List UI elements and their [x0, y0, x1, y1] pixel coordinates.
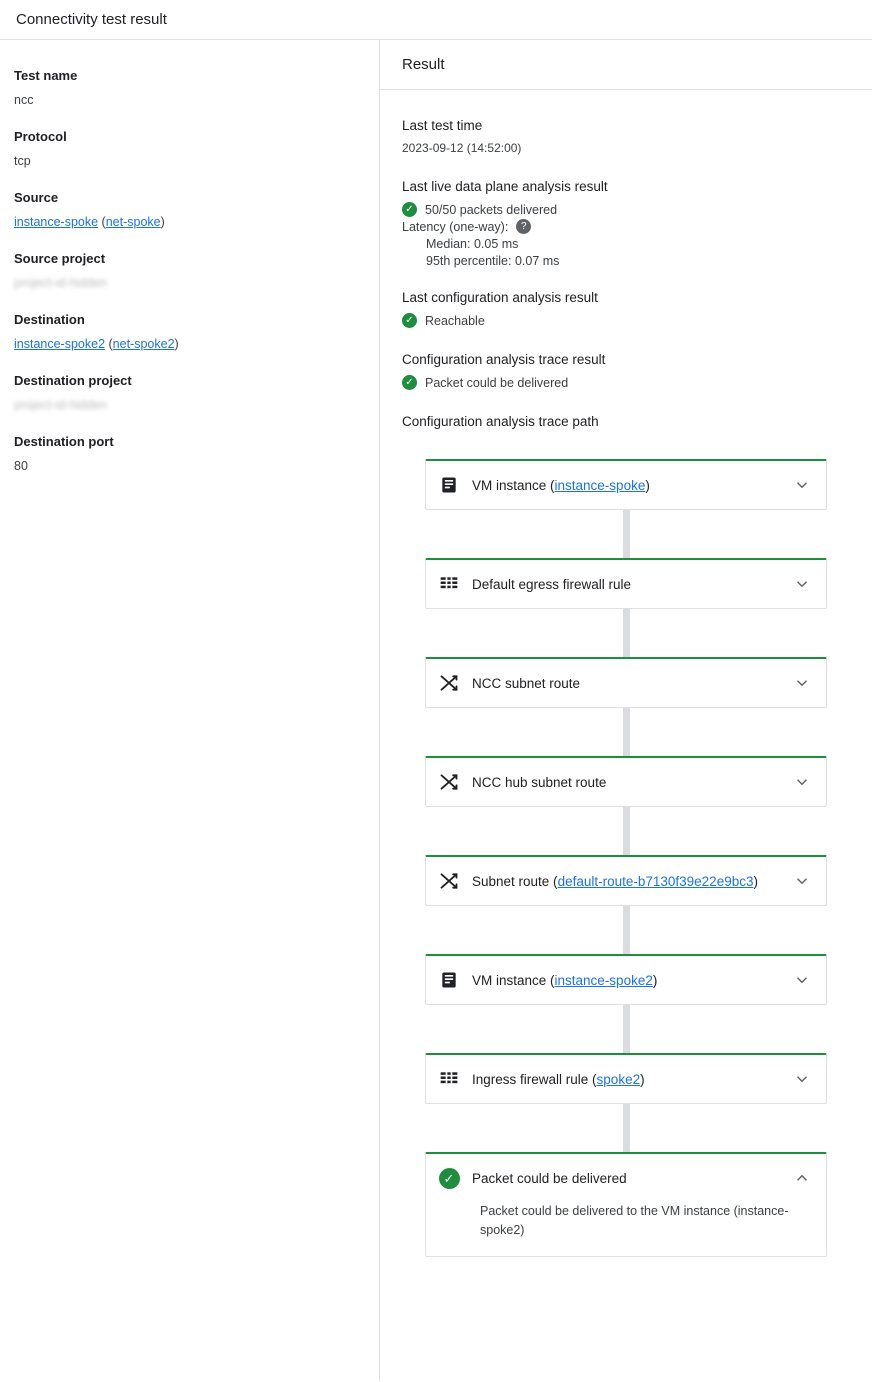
- last-test-time-value: 2023-09-12 (14:52:00): [402, 141, 522, 155]
- trace-node-header[interactable]: [426, 956, 826, 1004]
- trace-node-resource-link[interactable]: instance-spoke: [554, 477, 646, 493]
- trace-node-label: [472, 478, 792, 493]
- redacted-project-id: project-id-hidden: [14, 276, 108, 290]
- last-test-time-label: Last test time: [402, 118, 483, 133]
- trace-node-label-text: Subnet route (: [472, 873, 558, 889]
- latency-median: Median: 0.05 ms: [426, 237, 519, 251]
- detail-field-value: 80: [14, 459, 28, 473]
- trace-node[interactable]: [425, 459, 827, 510]
- config-analysis-label: Last configuration analysis result: [402, 290, 598, 305]
- chevron-down-icon[interactable]: [792, 673, 812, 693]
- trace-node-label-text: VM instance (: [472, 972, 555, 988]
- trace-node-header[interactable]: [426, 659, 826, 707]
- detail-field-value: ncc: [14, 93, 34, 107]
- success-check-icon: ✓: [402, 313, 417, 328]
- detail-field-label: Source: [14, 190, 59, 205]
- trace-result-row: [402, 375, 850, 390]
- trace-node-header[interactable]: [426, 560, 826, 608]
- chevron-down-icon[interactable]: [792, 574, 812, 594]
- trace-node-header[interactable]: [426, 461, 826, 509]
- trace-node[interactable]: [425, 558, 827, 609]
- page-title: Connectivity test result: [0, 0, 872, 40]
- detail-field-value: [14, 276, 365, 290]
- trace-node-label-text: VM instance (: [472, 477, 555, 493]
- trace-node-label-text: Default egress firewall rule: [472, 576, 632, 592]
- trace-path-label: Configuration analysis trace path: [402, 414, 599, 429]
- redacted-project-id: project-id-hidden: [14, 398, 108, 412]
- trace-node-label: [472, 1171, 792, 1186]
- detail-field-value: instance-spoke (net-spoke): [14, 215, 165, 229]
- trace-connector: [623, 807, 630, 855]
- spacer: [402, 392, 850, 414]
- trace-node-label-suffix: ): [645, 477, 650, 493]
- trace-node-header[interactable]: [426, 1154, 826, 1202]
- success-check-icon: ✓: [402, 202, 417, 217]
- detail-field-label: Destination project: [14, 373, 132, 388]
- spacer: [402, 268, 850, 290]
- trace-connector: [623, 906, 630, 954]
- trace-node-detail: Packet could be delivered to the VM instance (instance-spoke2): [480, 1204, 789, 1237]
- trace-node-label: [472, 676, 792, 691]
- trace-node-header[interactable]: [426, 758, 826, 806]
- trace-node-label: [472, 874, 792, 889]
- success-check-icon: ✓: [438, 1167, 460, 1189]
- trace-node-label: [472, 1072, 792, 1087]
- detail-field-label: Destination: [14, 312, 85, 327]
- trace-connector: [623, 708, 630, 756]
- detail-field: [14, 373, 365, 412]
- spacer: [402, 330, 850, 352]
- latency-p95: 95th percentile: 0.07 ms: [426, 254, 560, 268]
- route-icon: [438, 771, 460, 793]
- config-analysis-value: Reachable: [425, 313, 485, 328]
- trace-node-resource-link[interactable]: instance-spoke2: [554, 972, 653, 988]
- detail-field: [14, 434, 365, 473]
- network-link[interactable]: net-spoke2: [112, 337, 175, 351]
- trace-connector: [623, 1104, 630, 1152]
- detail-field-value: instance-spoke2 (net-spoke2): [14, 337, 179, 351]
- latency-label: Latency (one-way):: [402, 219, 509, 234]
- trace-node-label: [472, 775, 792, 790]
- packets-delivered-row: [402, 202, 850, 217]
- detail-field: [14, 312, 365, 351]
- trace-node[interactable]: [425, 1053, 827, 1104]
- trace-node-header[interactable]: [426, 1055, 826, 1103]
- trace-connector: [623, 510, 630, 558]
- network-link[interactable]: net-spoke: [105, 215, 161, 229]
- chevron-down-icon[interactable]: [792, 871, 812, 891]
- detail-field-value: [14, 398, 365, 412]
- content-area: [0, 40, 872, 1381]
- trace-node-resource-link[interactable]: default-route-b7130f39e22e9bc3: [557, 873, 754, 889]
- detail-field-label: Source project: [14, 251, 106, 266]
- trace-node-label-text: Packet could be delivered: [472, 1170, 627, 1186]
- packets-delivered-text: 50/50 packets delivered: [425, 202, 558, 217]
- route-icon: [438, 672, 460, 694]
- result-header: Result: [380, 40, 872, 90]
- success-check-icon: ✓: [402, 375, 417, 390]
- trace-node-header[interactable]: [426, 857, 826, 905]
- trace-node[interactable]: [425, 855, 827, 906]
- vm-instance-icon: [438, 969, 460, 991]
- detail-field: [14, 190, 365, 229]
- detail-field-label: Protocol: [14, 129, 67, 144]
- latency-row: [402, 219, 850, 234]
- detail-field: [14, 129, 365, 168]
- live-data-plane-label: Last live data plane analysis result: [402, 179, 608, 194]
- trace-node-label-text: NCC subnet route: [472, 675, 581, 691]
- chevron-up-icon[interactable]: [792, 1168, 812, 1188]
- trace-node[interactable]: [425, 954, 827, 1005]
- trace-node-label: [472, 577, 792, 592]
- trace-node-label-text: NCC hub subnet route: [472, 774, 607, 790]
- trace-node-label-text: Ingress firewall rule (: [472, 1071, 597, 1087]
- chevron-down-icon[interactable]: [792, 970, 812, 990]
- chevron-down-icon[interactable]: [792, 1069, 812, 1089]
- detail-field-label: Test name: [14, 68, 78, 83]
- trace-node-label-suffix: ): [640, 1071, 645, 1087]
- detail-field: [14, 68, 365, 107]
- route-icon: [438, 870, 460, 892]
- firewall-rule-icon: [438, 1068, 460, 1090]
- trace-result-label: Configuration analysis trace result: [402, 352, 606, 367]
- detail-field-value: tcp: [14, 154, 31, 168]
- trace-connector: [623, 1005, 630, 1053]
- trace-node[interactable]: [425, 657, 827, 708]
- detail-field-label: Destination port: [14, 434, 114, 449]
- resource-link[interactable]: instance-spoke2: [14, 337, 106, 351]
- trace-node-resource-link[interactable]: spoke2: [596, 1071, 641, 1087]
- resource-link[interactable]: instance-spoke: [14, 215, 99, 229]
- trace-path: [402, 459, 850, 1297]
- config-analysis-row: [402, 313, 850, 328]
- result-body: [380, 90, 872, 1297]
- trace-node[interactable]: [425, 1152, 827, 1257]
- trace-connector: [623, 609, 630, 657]
- help-icon[interactable]: ?: [516, 219, 531, 234]
- trace-node-label-suffix: ): [652, 972, 658, 988]
- result-panel: [380, 40, 872, 1381]
- trace-node-label-suffix: ): [753, 873, 758, 889]
- firewall-rule-icon: [438, 573, 460, 595]
- trace-result-value: Packet could be delivered: [425, 375, 569, 390]
- chevron-down-icon[interactable]: [792, 475, 812, 495]
- test-details-panel: [0, 40, 380, 1381]
- trace-node[interactable]: [425, 756, 827, 807]
- chevron-down-icon[interactable]: [792, 772, 812, 792]
- vm-instance-icon: [438, 474, 460, 496]
- trace-node-label: [472, 973, 792, 988]
- detail-field: [14, 251, 365, 290]
